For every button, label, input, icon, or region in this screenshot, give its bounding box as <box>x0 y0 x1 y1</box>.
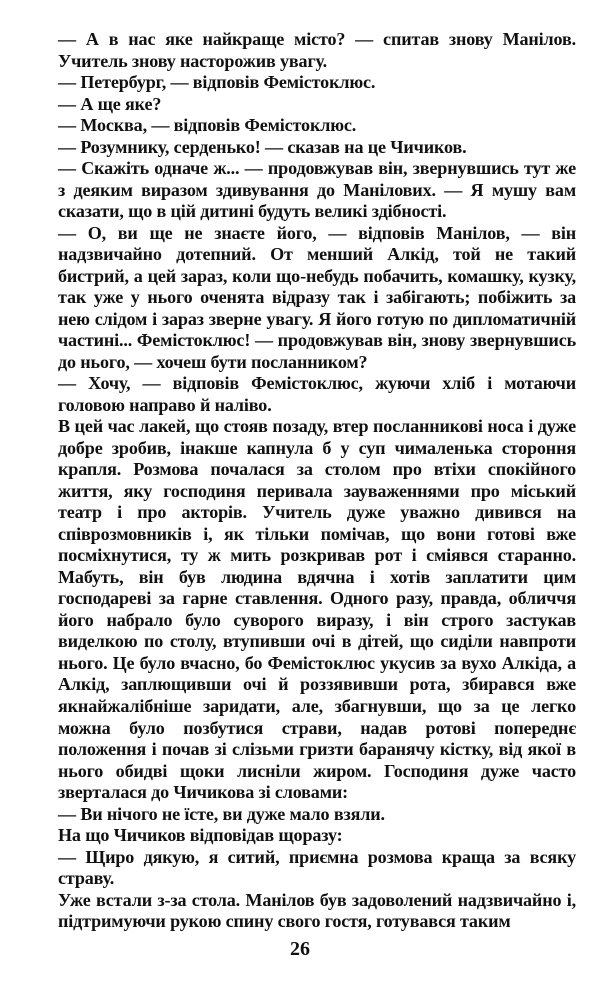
paragraph: — Щиро дякую, я ситий, приємна розмова краща за всяку страву. <box>58 846 576 889</box>
paragraph: — А ще яке? <box>58 93 162 114</box>
paragraph: — О, ви ще не знаєте його, — відповів Манілов, — він надзвичайно дотепний. От менший Алкід, той не такий бистрий, а цей зараз, коли що-небудь побачить, комашку, кузку, так уже у нього оченята відразу так і забігають; побіжить за нею слідом і зараз зверне увагу. Я його готую по дипломатичній частині... Фемістоклюс! — продовжував він, знову звернувшись до нього, — хочеш бути посланником? <box>58 222 576 372</box>
paragraph: — Скажіть одначе ж... — продовжував він, звернувшись тут же з деяким виразом здивування до Манілових. — Я мушу вам сказати, що в цій дитині будуть великі здібності. <box>58 158 576 222</box>
page-text <box>58 29 576 933</box>
page-number: 26 <box>290 938 310 960</box>
paragraph: — Петербург, — відповів Фемістоклюс. <box>58 72 376 93</box>
paragraph: — Ви нічого не їсте, ви дуже мало взяли. <box>58 803 385 824</box>
paragraph: — Розумнику, серденько! — сказав на це Чичиков. <box>58 136 467 157</box>
paragraph: Уже встали з-за стола. Манілов був задоволений надзвичайно і, підтримуючи рукою спину свого гостя, готувався таким <box>58 889 576 932</box>
paragraph: В цей час лакей, що стояв позаду, втер посланникові носа і дуже добре зробив, інакше капнула б у суп чималенька стороння крапля. Розмова почалася за столом про втіхи спокійного життя, яку господиня перивала зауваженнями про міський театр і про акторів. Учитель дуже уважно дивився на співрозмовників і, як тільки помічав, що вони готові вже посміхнутися, ту ж мить розкривав рот і сміявся старанно. Мабуть, він був людина вдячна і хотів заплатити цим господареві за гарне ставлення. Одного разу, правда, обличчя його набрало було суворого виразу, і він строго застукав виделкою по столу, втупивши очі в дітей, що сиділи навпроти нього. Це було вчасно, бо Фемістоклюс укусив за вухо Алкіда, а Алкід, заплющивши очі й роззявивши рота, збирався вже якнайжалібніше заридати, але, збагнувши, що за це легко можна було позбутися страви, надав ротові попереднє положення і почав зі слізьми гризти баранячу кістку, від якої в нього обидві щоки лисніли жиром. Господиня дуже часто зверталася до Чичикова зі словами: <box>58 416 576 803</box>
paragraph: На що Чичиков відповідав щоразу: <box>58 825 343 846</box>
paragraph: — Москва, — відповів Фемістоклюс. <box>58 115 357 136</box>
paragraph: — А в нас яке найкраще місто? — спитав знову Манілов. Учитель знову насторожив увагу. <box>58 29 576 71</box>
paragraph: — Хочу, — відповів Фемістоклюс, жуючи хліб і мотаючи головою направо й наліво. <box>58 373 576 415</box>
